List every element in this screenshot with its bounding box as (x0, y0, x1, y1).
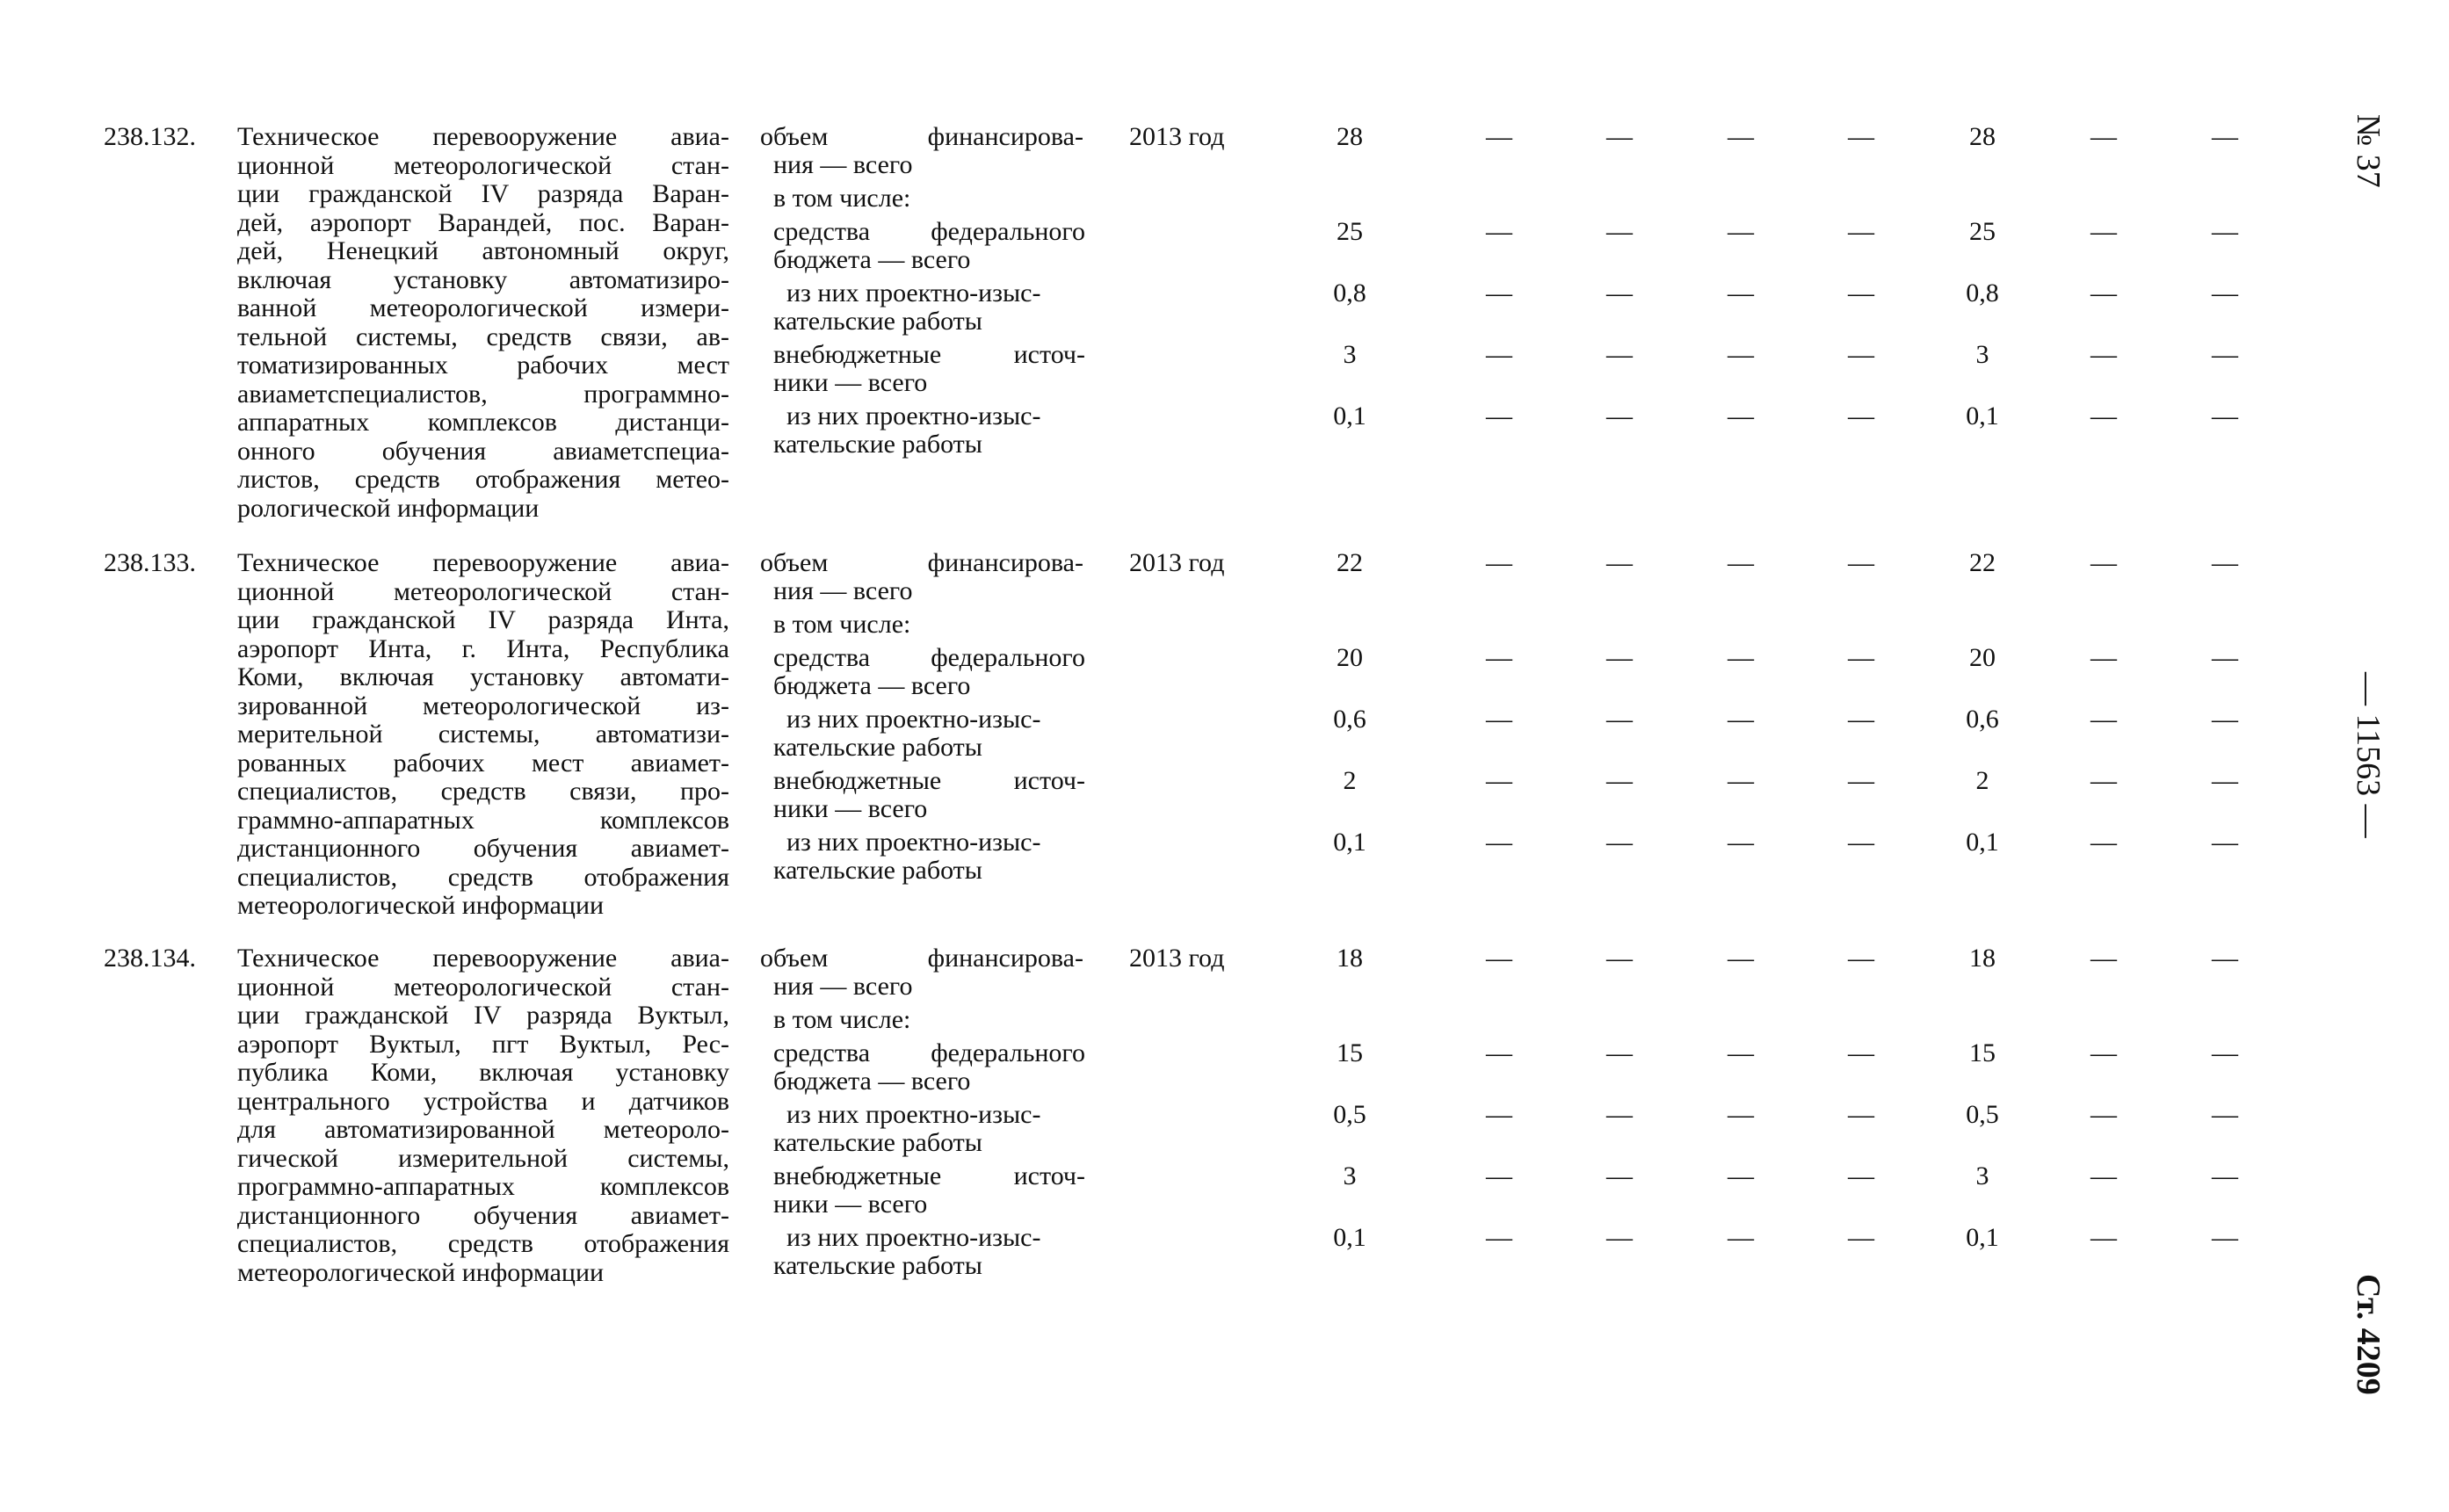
row-description (237, 123, 729, 523)
value-cell: — (2090, 548, 2117, 577)
value-cell: — (1848, 766, 1874, 795)
value-cell: — (1848, 705, 1874, 734)
value-cell: — (2212, 1161, 2238, 1190)
value-cell: 25 (1969, 217, 1996, 246)
value-cell: — (2090, 1223, 2117, 1252)
description-line: публика Коми, включая установку (237, 1058, 729, 1087)
row-number: 238.133. (104, 548, 196, 577)
description-line: дистанционного обучения авиамет- (237, 834, 729, 863)
value-cell: 0,1 (1333, 402, 1366, 430)
value-cell: — (1728, 766, 1754, 795)
value-cell: — (1606, 402, 1633, 430)
indicator-label: в том числе: (773, 1005, 911, 1034)
value-cell: 0,5 (1966, 1100, 1999, 1129)
value-cell: — (1728, 1038, 1754, 1067)
value-cell: — (1606, 1038, 1633, 1067)
value-cell: — (1606, 1223, 1633, 1252)
row-year: 2013 год (1129, 944, 1225, 973)
value-cell: — (1486, 340, 1512, 369)
value-cell: — (2090, 705, 2117, 734)
description-line: для автоматизированной метеороло- (237, 1115, 729, 1144)
indicator-label: внебюджетные источ- (773, 1161, 1085, 1190)
value-cell: — (2090, 122, 2117, 151)
description-line: ции гражданской IV разряда Варан- (237, 179, 729, 208)
value-cell: — (1486, 1100, 1512, 1129)
description-line: Техническое перевооружение авиа- (237, 944, 729, 973)
indicator-label: средства федерального (773, 643, 1085, 672)
value-cell: 20 (1337, 643, 1363, 672)
description-line: ционной метеорологической стан- (237, 150, 729, 180)
value-cell: 2 (1343, 766, 1357, 795)
description-line: рологической информации (237, 493, 540, 523)
value-cell: 2 (1975, 766, 1989, 795)
value-cell: — (1606, 1161, 1633, 1190)
value-cell: 3 (1975, 1161, 1989, 1190)
description-line: граммно-аппаратных комплексов (237, 805, 729, 835)
article-number: Ст. 4209 (2350, 1274, 2387, 1395)
value-cell: — (1606, 766, 1633, 795)
indicator-label: из них проектно-изыс- (786, 828, 1041, 857)
value-cell: — (1728, 828, 1754, 857)
row-description (237, 549, 729, 921)
description-line: мерительной системы, автоматизи- (237, 720, 729, 749)
value-cell: — (2212, 548, 2238, 577)
value-cell: — (1728, 402, 1754, 430)
indicator-label: кательские работы (773, 430, 982, 459)
description-line: гической измерительной системы, (237, 1143, 729, 1173)
value-cell: 0,6 (1966, 705, 1999, 734)
description-line: онного обучения авиаметспециа- (237, 436, 729, 466)
description-line: метеорологической информации (237, 1257, 605, 1287)
value-cell: — (1728, 1223, 1754, 1252)
value-cell: — (1606, 828, 1633, 857)
description-line: ции гражданской IV разряда Вуктыл, (237, 1001, 729, 1030)
description-line: программно-аппаратных комплексов (237, 1172, 729, 1201)
value-cell: — (1848, 340, 1874, 369)
description-line: метеорологической информации (237, 891, 605, 920)
value-cell: 0,8 (1966, 279, 1999, 307)
indicator-label: ния — всего (773, 150, 913, 179)
description-line: зированной метеорологической из- (237, 691, 729, 720)
value-cell: 15 (1337, 1038, 1363, 1067)
value-cell: — (1486, 217, 1512, 246)
value-cell: 22 (1337, 548, 1363, 577)
value-cell: — (1728, 548, 1754, 577)
value-cell: — (1728, 279, 1754, 307)
value-cell: — (1848, 944, 1874, 973)
description-line: дей, Ненецкий автономный округ, (237, 236, 729, 265)
value-cell: 0,1 (1333, 1223, 1366, 1252)
value-cell: — (1728, 1161, 1754, 1190)
value-cell: — (1848, 279, 1874, 307)
value-cell: — (1848, 217, 1874, 246)
value-cell: — (2212, 944, 2238, 973)
value-cell: — (2090, 279, 2117, 307)
indicator-label: внебюджетные источ- (773, 340, 1085, 369)
value-cell: 0,8 (1333, 279, 1366, 307)
value-cell: — (2090, 402, 2117, 430)
value-cell: — (1728, 340, 1754, 369)
description-line: ционной метеорологической стан- (237, 576, 729, 606)
value-cell: — (2090, 1038, 2117, 1067)
indicator-label: объем финансирова- (760, 548, 1083, 577)
description-line: центрального устройства и датчиков (237, 1086, 729, 1116)
row-year: 2013 год (1129, 122, 1225, 151)
value-cell: — (2212, 122, 2238, 151)
value-cell: 0,1 (1333, 828, 1366, 857)
page-range: — 11563 — (2350, 672, 2387, 838)
value-cell: 3 (1343, 340, 1357, 369)
value-cell: — (2212, 705, 2238, 734)
description-line: ции гражданской IV разряда Инта, (237, 605, 729, 634)
value-cell: — (1486, 122, 1512, 151)
value-cell: — (2212, 1038, 2238, 1067)
value-cell: — (1728, 643, 1754, 672)
value-cell: — (1728, 705, 1754, 734)
indicator-label: средства федерального (773, 1038, 1085, 1067)
indicator-label: объем финансирова- (760, 122, 1083, 151)
value-cell: — (1486, 402, 1512, 430)
value-cell: — (2212, 217, 2238, 246)
description-line: специалистов, средств отображения (237, 1229, 729, 1258)
indicator-label: объем финансирова- (760, 944, 1083, 973)
indicator-label: внебюджетные источ- (773, 766, 1085, 795)
description-line: аэропорт Инта, г. Инта, Республика (237, 633, 729, 663)
description-line: Техническое перевооружение авиа- (237, 122, 729, 151)
indicator-label: бюджета — всего (773, 1067, 971, 1096)
indicator-label: ники — всего (773, 794, 928, 823)
indicator-label: кательские работы (773, 733, 982, 762)
value-cell: — (2090, 1100, 2117, 1129)
value-cell: — (1728, 1100, 1754, 1129)
value-cell: — (1728, 122, 1754, 151)
description-line: аппаратных комплексов дистанци- (237, 408, 729, 437)
value-cell: — (2090, 217, 2117, 246)
value-cell: — (1848, 1161, 1874, 1190)
value-cell: — (1728, 944, 1754, 973)
indicator-label: кательские работы (773, 1128, 982, 1157)
value-cell: — (1606, 548, 1633, 577)
row-description (237, 944, 729, 1287)
description-line: тельной системы, средств связи, ав- (237, 322, 729, 351)
value-cell: — (1486, 548, 1512, 577)
value-cell: — (2212, 340, 2238, 369)
description-line: дей, аэропорт Варандей, пос. Варан- (237, 207, 729, 237)
value-cell: — (2212, 1223, 2238, 1252)
value-cell: 0,6 (1333, 705, 1366, 734)
indicator-label: ники — всего (773, 368, 928, 397)
value-cell: — (1486, 643, 1512, 672)
value-cell: — (2212, 643, 2238, 672)
value-cell: — (1486, 944, 1512, 973)
value-cell: — (2212, 1100, 2238, 1129)
description-line: включая установку автоматизиро- (237, 264, 729, 294)
indicator-label: средства федерального (773, 217, 1085, 246)
value-cell: — (2090, 1161, 2117, 1190)
value-cell: 20 (1969, 643, 1996, 672)
value-cell: — (1848, 548, 1874, 577)
value-cell: 0,1 (1966, 828, 1999, 857)
description-line: дистанционного обучения авиамет- (237, 1200, 729, 1230)
value-cell: — (1606, 944, 1633, 973)
description-line: специалистов, средств связи, про- (237, 777, 729, 806)
description-line: ционной метеорологической стан- (237, 972, 729, 1002)
value-cell: — (2212, 402, 2238, 430)
value-cell: — (1848, 1100, 1874, 1129)
indicator-label: из них проектно-изыс- (786, 1100, 1041, 1129)
value-cell: — (2090, 766, 2117, 795)
issue-number: № 37 (2350, 114, 2387, 188)
value-cell: 28 (1337, 122, 1363, 151)
value-cell: — (1848, 402, 1874, 430)
indicator-label: из них проектно-изыс- (786, 1223, 1041, 1252)
value-cell: — (1486, 828, 1512, 857)
description-line: ванной метеорологической измери- (237, 293, 729, 322)
value-cell: — (1486, 1161, 1512, 1190)
value-cell: — (1486, 279, 1512, 307)
value-cell: — (1606, 705, 1633, 734)
indicator-label: в том числе: (773, 184, 911, 213)
value-cell: — (2090, 944, 2117, 973)
value-cell: 0,1 (1966, 402, 1999, 430)
value-cell: — (1848, 828, 1874, 857)
value-cell: 22 (1969, 548, 1996, 577)
value-cell: — (2090, 340, 2117, 369)
value-cell: — (1606, 643, 1633, 672)
indicator-label: ники — всего (773, 1190, 928, 1219)
value-cell: — (1606, 340, 1633, 369)
description-line: листов, средств отображения метео- (237, 465, 729, 494)
value-cell: — (1606, 279, 1633, 307)
value-cell: 15 (1969, 1038, 1996, 1067)
row-year: 2013 год (1129, 548, 1225, 577)
indicator-label: кательские работы (773, 307, 982, 336)
value-cell: 3 (1343, 1161, 1357, 1190)
indicator-label: из них проектно-изыс- (786, 279, 1041, 307)
description-line: Коми, включая установку автомати- (237, 662, 729, 691)
value-cell: — (1486, 1038, 1512, 1067)
value-cell: — (1728, 217, 1754, 246)
value-cell: — (2090, 643, 2117, 672)
value-cell: — (1848, 1038, 1874, 1067)
value-cell: — (1486, 705, 1512, 734)
description-line: томатизированных рабочих мест (237, 351, 729, 380)
value-cell: 0,1 (1966, 1223, 1999, 1252)
description-line: специалистов, средств отображения (237, 862, 729, 892)
value-cell: 25 (1337, 217, 1363, 246)
description-line: авиаметспециалистов, программно- (237, 379, 729, 409)
value-cell: 0,5 (1333, 1100, 1366, 1129)
indicator-label: ния — всего (773, 972, 913, 1001)
value-cell: — (1606, 1100, 1633, 1129)
indicator-label: в том числе: (773, 610, 911, 639)
value-cell: — (1486, 1223, 1512, 1252)
row-number: 238.132. (104, 122, 196, 151)
value-cell: — (1486, 766, 1512, 795)
indicator-label: ния — всего (773, 576, 913, 605)
indicator-label: из них проектно-изыс- (786, 402, 1041, 430)
value-cell: 18 (1337, 944, 1363, 973)
description-line: аэропорт Вуктыл, пгт Вуктыл, Рес- (237, 1029, 729, 1059)
indicator-label: бюджета — всего (773, 671, 971, 700)
value-cell: — (2212, 279, 2238, 307)
value-cell: — (1848, 643, 1874, 672)
value-cell: — (2212, 766, 2238, 795)
description-line: рованных рабочих мест авиамет- (237, 748, 729, 778)
value-cell: 3 (1975, 340, 1989, 369)
indicator-label: из них проектно-изыс- (786, 705, 1041, 734)
indicator-label: бюджета — всего (773, 245, 971, 274)
value-cell: — (1848, 1223, 1874, 1252)
value-cell: — (2090, 828, 2117, 857)
value-cell: 18 (1969, 944, 1996, 973)
value-cell: — (1848, 122, 1874, 151)
value-cell: — (2212, 828, 2238, 857)
description-line: Техническое перевооружение авиа- (237, 548, 729, 577)
value-cell: — (1606, 122, 1633, 151)
value-cell: 28 (1969, 122, 1996, 151)
value-cell: — (1606, 217, 1633, 246)
row-number: 238.134. (104, 944, 196, 973)
indicator-label: кательские работы (773, 856, 982, 885)
indicator-label: кательские работы (773, 1251, 982, 1280)
